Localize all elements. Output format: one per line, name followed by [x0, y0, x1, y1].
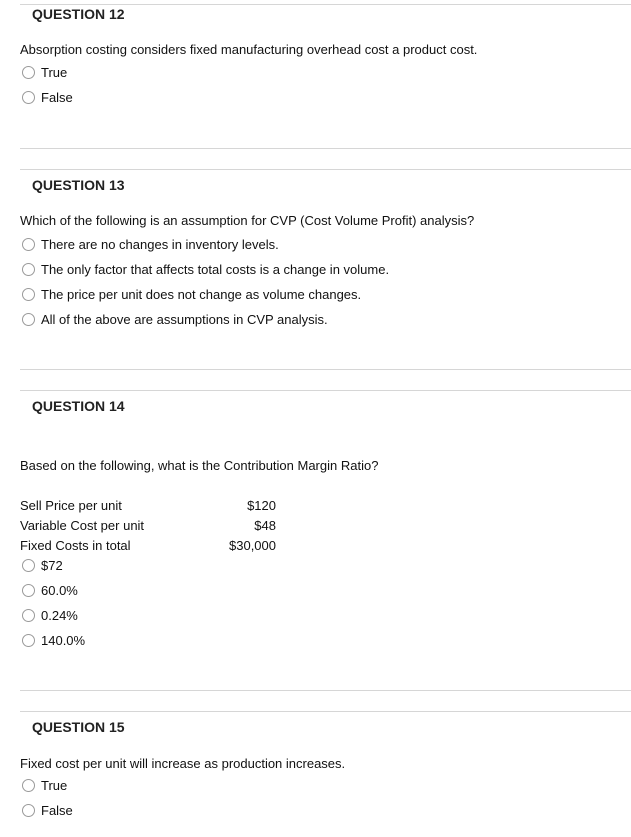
question-14-header: QUESTION 14: [32, 398, 125, 414]
option-label: All of the above are assumptions in CVP analysis.: [41, 311, 328, 327]
question-12-top-rule: [20, 4, 631, 5]
question-12-bottom-rule: [20, 148, 631, 149]
option-label: $72: [41, 557, 63, 573]
question-15-top-rule: [20, 711, 631, 712]
question-14-option-1[interactable]: [22, 557, 63, 573]
fact-label-fixed-costs: Fixed Costs in total: [20, 538, 131, 553]
radio-button[interactable]: [22, 66, 35, 79]
question-12-option-true[interactable]: [22, 64, 67, 80]
fact-value-variable-cost: $48: [254, 518, 276, 533]
question-14-option-4[interactable]: [22, 632, 85, 648]
radio-button[interactable]: [22, 804, 35, 817]
radio-button[interactable]: [22, 779, 35, 792]
radio-button[interactable]: [22, 238, 35, 251]
radio-button[interactable]: [22, 634, 35, 647]
question-14-top-rule: [20, 390, 631, 391]
option-label: The price per unit does not change as volume changes.: [41, 286, 362, 302]
question-15-option-false[interactable]: [22, 802, 73, 818]
option-label: False: [41, 802, 73, 818]
question-14-bottom-rule: [20, 690, 631, 691]
radio-button[interactable]: [22, 609, 35, 622]
radio-button[interactable]: [22, 559, 35, 572]
question-14-option-3[interactable]: [22, 607, 78, 623]
fact-label-sell-price: Sell Price per unit: [20, 498, 122, 513]
option-label: 60.0%: [41, 582, 78, 598]
question-13-top-rule: [20, 169, 631, 170]
question-13-stem: Which of the following is an assumption for CVP (Cost Volume Profit) analysis?: [20, 213, 475, 228]
fact-value-fixed-costs: $30,000: [229, 538, 276, 553]
question-12-header: QUESTION 12: [32, 6, 125, 22]
fact-value-sell-price: $120: [247, 498, 276, 513]
radio-button[interactable]: [22, 584, 35, 597]
question-13-bottom-rule: [20, 369, 631, 370]
radio-button[interactable]: [22, 263, 35, 276]
question-13-option-3[interactable]: [22, 286, 361, 302]
option-label: 140.0%: [41, 632, 86, 648]
radio-button[interactable]: [22, 313, 35, 326]
question-15-stem: Fixed cost per unit will increase as production increases.: [20, 756, 346, 771]
fact-label-variable-cost: Variable Cost per unit: [20, 518, 145, 533]
option-label: 0.24%: [41, 607, 78, 623]
question-13-option-4[interactable]: [22, 311, 328, 327]
question-15-option-true[interactable]: [22, 777, 67, 793]
question-12-stem: Absorption costing considers fixed manufacturing overhead cost a product cost.: [20, 42, 478, 57]
option-label: The only factor that affects total costs is a change in volume.: [41, 261, 390, 277]
option-label: False: [41, 89, 73, 105]
option-label: True: [41, 64, 68, 80]
question-12-option-false[interactable]: [22, 89, 73, 105]
option-label: There are no changes in inventory levels.: [41, 236, 279, 252]
radio-button[interactable]: [22, 288, 35, 301]
question-13-option-2[interactable]: [22, 261, 389, 277]
question-13-header: QUESTION 13: [32, 177, 125, 193]
question-14-option-2[interactable]: [22, 582, 78, 598]
radio-button[interactable]: [22, 91, 35, 104]
question-14-stem: Based on the following, what is the Contribution Margin Ratio?: [20, 458, 379, 473]
question-13-option-1[interactable]: [22, 236, 279, 252]
question-15-header: QUESTION 15: [32, 719, 125, 735]
option-label: True: [41, 777, 68, 793]
